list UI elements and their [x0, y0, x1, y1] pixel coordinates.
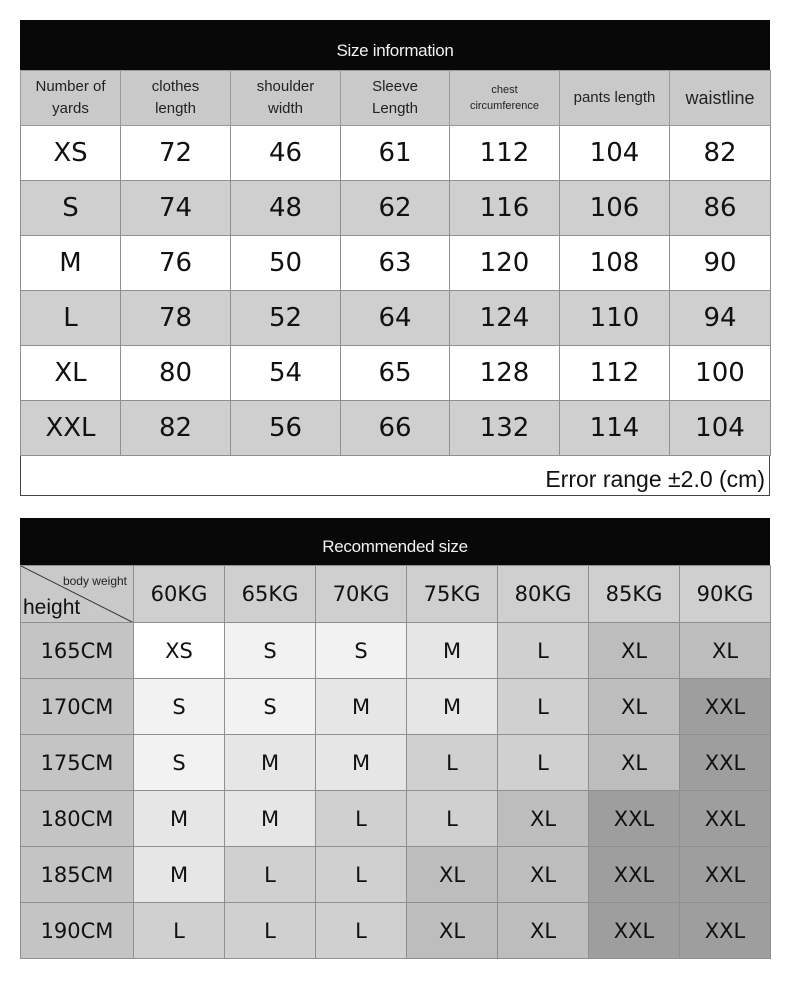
measurement-cell: 74	[121, 181, 231, 236]
recommended-size-cell: M	[225, 791, 316, 847]
weight-header-cell: 60KG	[134, 566, 225, 623]
recommended-size-cell: M	[407, 623, 498, 679]
measurement-cell: 114	[560, 401, 670, 456]
measurement-cell: 46	[231, 126, 341, 181]
measurement-cell: 48	[231, 181, 341, 236]
header-clothes-length: clothes length	[121, 71, 231, 126]
recommended-size-section	[20, 518, 770, 959]
measurement-cell: 65	[341, 346, 450, 401]
recommended-size-cell: XXL	[589, 847, 680, 903]
corner-header-cell	[21, 566, 134, 623]
recommended-table-body	[21, 623, 771, 959]
size-row	[21, 401, 771, 456]
height-label-cell: 165CM	[21, 623, 134, 679]
recommended-size-cell: S	[134, 735, 225, 791]
measurement-cell: 120	[450, 236, 560, 291]
measurement-cell: 52	[231, 291, 341, 346]
recommendation-row	[21, 623, 771, 679]
weight-header-row	[21, 566, 771, 623]
recommended-size-cell: L	[498, 735, 589, 791]
recommended-size-cell: XL	[589, 679, 680, 735]
measurement-cell: 76	[121, 236, 231, 291]
header-pants-length: pants length	[560, 71, 670, 126]
height-label-cell: 190CM	[21, 903, 134, 959]
recommended-size-title: Recommended size	[20, 518, 770, 565]
measurement-cell: 63	[341, 236, 450, 291]
header-chest-circumference: chest circumference	[450, 71, 560, 126]
recommended-size-cell: XL	[589, 735, 680, 791]
recommended-size-cell: L	[498, 679, 589, 735]
measurement-cell: 94	[670, 291, 771, 346]
size-information-table	[20, 70, 771, 456]
measurement-cell: 86	[670, 181, 771, 236]
measurement-cell: 78	[121, 291, 231, 346]
size-row	[21, 236, 771, 291]
measurement-cell: 128	[450, 346, 560, 401]
size-label-cell: M	[21, 236, 121, 291]
size-row	[21, 126, 771, 181]
measurement-cell: 64	[341, 291, 450, 346]
recommended-size-cell: M	[407, 679, 498, 735]
measurement-cell: 50	[231, 236, 341, 291]
weight-header-cell: 85KG	[589, 566, 680, 623]
recommended-size-cell: L	[134, 903, 225, 959]
measurement-cell: 108	[560, 236, 670, 291]
measurement-cell: 61	[341, 126, 450, 181]
measurement-cell: 54	[231, 346, 341, 401]
recommended-size-cell: XL	[589, 623, 680, 679]
recommended-size-cell: L	[316, 903, 407, 959]
weight-header-cell: 70KG	[316, 566, 407, 623]
height-label-cell: 185CM	[21, 847, 134, 903]
recommended-size-cell: XL	[498, 791, 589, 847]
measurement-cell: 104	[560, 126, 670, 181]
recommended-size-cell: XXL	[680, 735, 771, 791]
recommended-size-cell: XXL	[589, 791, 680, 847]
height-label-cell: 180CM	[21, 791, 134, 847]
recommended-size-cell: XXL	[680, 903, 771, 959]
recommended-size-cell: XXL	[680, 847, 771, 903]
recommended-size-cell: M	[316, 735, 407, 791]
recommended-size-cell: XL	[680, 623, 771, 679]
recommended-size-cell: M	[225, 735, 316, 791]
recommended-size-cell: S	[134, 679, 225, 735]
header-waistline: waistline	[670, 71, 771, 126]
measurement-cell: 72	[121, 126, 231, 181]
size-label-cell: XXL	[21, 401, 121, 456]
size-row	[21, 181, 771, 236]
height-label-cell: 170CM	[21, 679, 134, 735]
recommended-size-cell: M	[134, 791, 225, 847]
recommended-size-cell: L	[225, 847, 316, 903]
recommendation-row	[21, 847, 771, 903]
measurement-cell: 112	[560, 346, 670, 401]
recommendation-row	[21, 679, 771, 735]
recommended-size-cell: XL	[498, 847, 589, 903]
recommendation-row	[21, 735, 771, 791]
recommended-size-cell: XL	[407, 903, 498, 959]
size-table-body	[21, 126, 771, 456]
measurement-cell: 82	[121, 401, 231, 456]
recommended-size-cell: S	[225, 679, 316, 735]
measurement-cell: 110	[560, 291, 670, 346]
measurement-cell: 56	[231, 401, 341, 456]
weight-header-cell: 75KG	[407, 566, 498, 623]
recommendation-row	[21, 791, 771, 847]
header-sleeve-length: Sleeve Length	[341, 71, 450, 126]
recommended-size-cell: S	[316, 623, 407, 679]
header-shoulder-width: shoulder width	[231, 71, 341, 126]
size-row	[21, 346, 771, 401]
weight-header-cell: 80KG	[498, 566, 589, 623]
size-information-title: Size information	[20, 20, 770, 70]
size-information-section	[20, 20, 770, 496]
recommendation-row	[21, 903, 771, 959]
recommended-size-cell: XXL	[680, 791, 771, 847]
height-label-cell: 175CM	[21, 735, 134, 791]
weight-header-cell: 65KG	[225, 566, 316, 623]
measurement-cell: 66	[341, 401, 450, 456]
measurement-cell: 104	[670, 401, 771, 456]
corner-height-label: height	[23, 596, 81, 619]
recommended-size-cell: XXL	[680, 679, 771, 735]
recommended-size-cell: S	[225, 623, 316, 679]
header-number-of-yards: Number of yards	[21, 71, 121, 126]
measurement-cell: 106	[560, 181, 670, 236]
measurement-cell: 112	[450, 126, 560, 181]
corner-body-weight-label: body weight	[62, 574, 127, 588]
weight-header-cell: 90KG	[680, 566, 771, 623]
size-label-cell: L	[21, 291, 121, 346]
size-row	[21, 291, 771, 346]
measurement-cell: 82	[670, 126, 771, 181]
size-label-cell: S	[21, 181, 121, 236]
recommended-size-cell: M	[316, 679, 407, 735]
recommended-size-table	[20, 565, 771, 959]
recommended-size-cell: M	[134, 847, 225, 903]
recommended-size-cell: L	[225, 903, 316, 959]
size-label-cell: XS	[21, 126, 121, 181]
error-range-note: Error range ±2.0 (cm)	[545, 466, 765, 492]
recommended-size-cell: L	[407, 791, 498, 847]
error-range-box	[20, 456, 770, 496]
measurement-cell: 124	[450, 291, 560, 346]
recommended-size-cell: L	[316, 791, 407, 847]
size-label-cell: XL	[21, 346, 121, 401]
recommended-size-cell: XS	[134, 623, 225, 679]
measurement-cell: 100	[670, 346, 771, 401]
recommended-size-cell: XL	[407, 847, 498, 903]
recommended-size-cell: L	[316, 847, 407, 903]
measurement-cell: 80	[121, 346, 231, 401]
measurement-cell: 90	[670, 236, 771, 291]
recommended-size-cell: L	[498, 623, 589, 679]
recommended-size-cell: XL	[498, 903, 589, 959]
measurement-cell: 116	[450, 181, 560, 236]
recommended-size-cell: L	[407, 735, 498, 791]
recommended-size-cell: XXL	[589, 903, 680, 959]
measurement-cell: 132	[450, 401, 560, 456]
size-header-row	[21, 71, 771, 126]
measurement-cell: 62	[341, 181, 450, 236]
